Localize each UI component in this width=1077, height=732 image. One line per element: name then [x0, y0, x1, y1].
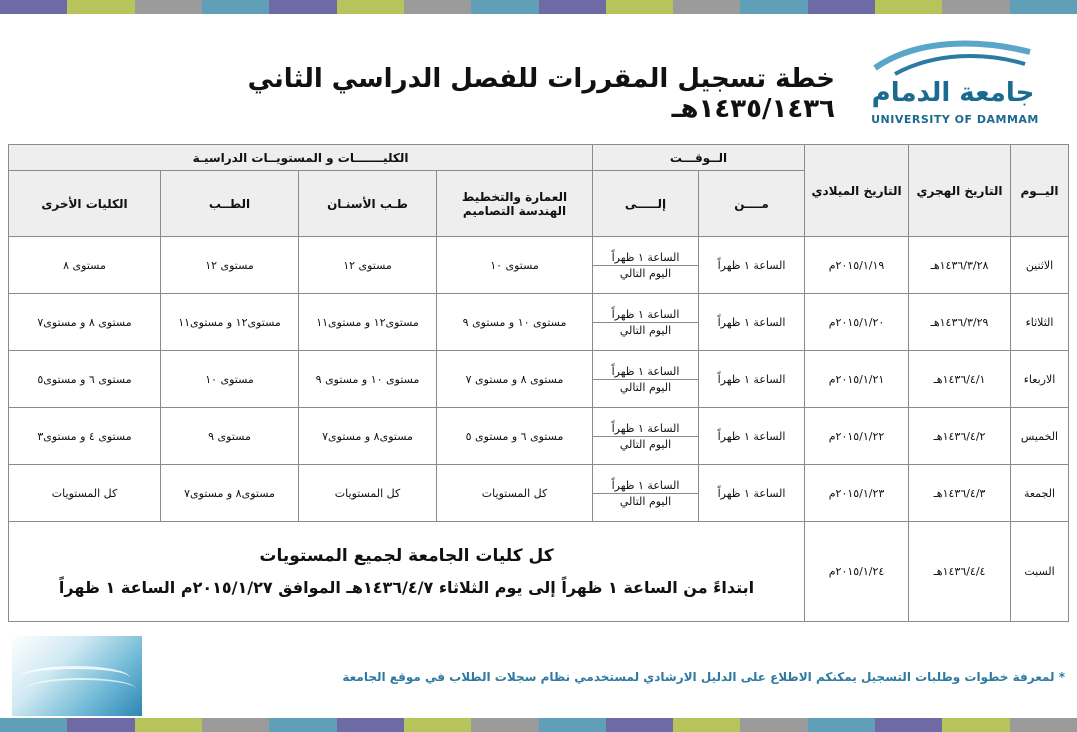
table-row [9, 294, 1069, 351]
cell-day: الاثنين [1011, 237, 1069, 294]
cell-hijri: ١٤٣٦/٣/٢٩هـ [909, 294, 1011, 351]
cell-other: مستوى ٨ [9, 237, 161, 294]
cell-gregorian: ٢٠١٥/١/٢٣م [805, 465, 909, 522]
cell-from: الساعة ١ ظهراً [699, 237, 805, 294]
university-logo [855, 30, 1055, 130]
table-row [9, 465, 1069, 522]
cell-arch: كل المستويات [437, 465, 593, 522]
cell-dental: مستوى ١٠ و مستوى ٩ [299, 351, 437, 408]
cell-day: الثلاثاء [1011, 294, 1069, 351]
cell-hijri: ١٤٣٦/٤/٣هـ [909, 465, 1011, 522]
top-color-stripe [0, 0, 1077, 14]
cell-day: السبت [1011, 522, 1069, 622]
cell-hijri: ١٤٣٦/٤/٤هـ [909, 522, 1011, 622]
header-other: الكليات الأخرى [9, 171, 161, 237]
cell-to-time: الساعة ١ ظهراً [593, 478, 698, 494]
cell-other: مستوى ٨ و مستوى٧ [9, 294, 161, 351]
cell-dental: كل المستويات [299, 465, 437, 522]
cell-gregorian: ٢٠١٥/١/٢٢م [805, 408, 909, 465]
header-time: الــوقـــت [593, 145, 805, 171]
cell-from: الساعة ١ ظهراً [699, 351, 805, 408]
header-gregorian: التاريخ الميلادي [805, 145, 909, 237]
cell-hijri: ١٤٣٦/٤/١هـ [909, 351, 1011, 408]
notice-line-2: ابتداءً من الساعة ١ ظهراً إلى يوم الثلاثاء ١٤٣٦/٤/٧هـ الموافق ٢٠١٥/١/٢٧م الساعة ١ ظهراً [58, 578, 755, 597]
cell-other: مستوى ٦ و مستوى٥ [9, 351, 161, 408]
cell-hijri: ١٤٣٦/٤/٢هـ [909, 408, 1011, 465]
cell-gregorian: ٢٠١٥/١/١٩م [805, 237, 909, 294]
page-title: خطة تسجيل المقررات للفصل الدراسي الثاني ١٤٣٥/١٤٣٦هـ [247, 64, 835, 124]
cell-arch: مستوى ٨ و مستوى ٧ [437, 351, 593, 408]
cell-to-time: الساعة ١ ظهراً [593, 307, 698, 323]
cell-arch: مستوى ١٠ [437, 237, 593, 294]
cell-to [593, 408, 699, 465]
cell-to-day: اليوم التالي [619, 323, 672, 337]
cell-gregorian: ٢٠١٥/١/٢٤م [805, 522, 909, 622]
cell-to-time: الساعة ١ ظهراً [593, 421, 698, 437]
logo-english-text: UNIVERSITY OF DAMMAM [871, 113, 1039, 126]
cell-to-time: الساعة ١ ظهراً [593, 364, 698, 380]
cell-to [593, 294, 699, 351]
registration-schedule-table [8, 144, 1069, 622]
header-colleges: الكليـــــــات و المستويــات الدراسيـة [9, 145, 593, 171]
cell-dental: مستوى٨ و مستوى٧ [299, 408, 437, 465]
cell-other: مستوى ٤ و مستوى٣ [9, 408, 161, 465]
table-row-last [9, 522, 1069, 622]
cell-day: الخميس [1011, 408, 1069, 465]
cell-dental: مستوى١٢ و مستوى١١ [299, 294, 437, 351]
cell-medicine: مستوى ٩ [161, 408, 299, 465]
registration-guide-thumbnail [12, 636, 142, 716]
cell-from: الساعة ١ ظهراً [699, 408, 805, 465]
header-dental: طـب الأسنـان [299, 171, 437, 237]
cell-day: الجمعة [1011, 465, 1069, 522]
header-hijri: التاريخ الهجري [909, 145, 1011, 237]
header-arch: العمارة والتخطيط الهندسة التصاميم [437, 171, 593, 237]
cell-from: الساعة ١ ظهراً [699, 465, 805, 522]
cell-to-day: اليوم التالي [619, 380, 672, 394]
cell-to [593, 351, 699, 408]
cell-medicine: مستوى١٢ و مستوى١١ [161, 294, 299, 351]
cell-to-day: اليوم التالي [619, 437, 672, 451]
bottom-color-stripe [0, 718, 1077, 732]
table-row [9, 237, 1069, 294]
header-from: مــــن [699, 171, 805, 237]
table-row [9, 351, 1069, 408]
header-day: اليــوم [1011, 145, 1069, 237]
cell-gregorian: ٢٠١٥/١/٢٠م [805, 294, 909, 351]
cell-to-day: اليوم التالي [619, 266, 672, 280]
cell-dental: مستوى ١٢ [299, 237, 437, 294]
header-medicine: الطــب [161, 171, 299, 237]
cell-medicine: مستوى ١٢ [161, 237, 299, 294]
cell-to [593, 237, 699, 294]
footer-note: * لمعرفة خطوات وطلبات التسجيل يمكنكم الاطلاع على الدليل الارشادي لمستخدمي نظام سجلات الطلاب في موقع الجامعة [342, 670, 1065, 684]
logo-wave-icon [855, 30, 1055, 80]
cell-gregorian: ٢٠١٥/١/٢١م [805, 351, 909, 408]
cell-day: الاربعاء [1011, 351, 1069, 408]
cell-medicine: مستوى ١٠ [161, 351, 299, 408]
logo-arabic-text: جامعة الدمام [871, 78, 1035, 108]
cell-medicine: مستوى٨ و مستوى٧ [161, 465, 299, 522]
notice-line-1: كل كليات الجامعة لجميع المستويات [259, 546, 554, 566]
cell-arch: مستوى ١٠ و مستوى ٩ [437, 294, 593, 351]
cell-to [593, 465, 699, 522]
cell-to-time: الساعة ١ ظهراً [593, 250, 698, 266]
cell-hijri: ١٤٣٦/٣/٢٨هـ [909, 237, 1011, 294]
cell-from: الساعة ١ ظهراً [699, 294, 805, 351]
cell-other: كل المستويات [9, 465, 161, 522]
all-levels-notice [9, 522, 805, 622]
header-to: إلـــــى [593, 171, 699, 237]
cell-arch: مستوى ٦ و مستوى ٥ [437, 408, 593, 465]
table-row [9, 408, 1069, 465]
cell-to-day: اليوم التالي [619, 494, 672, 508]
